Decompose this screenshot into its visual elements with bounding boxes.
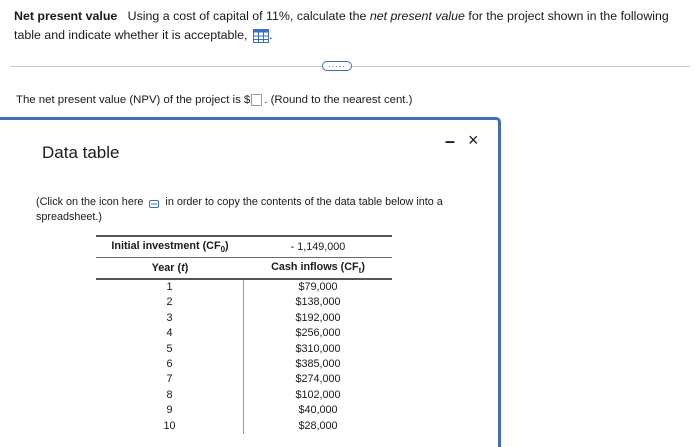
npv-answer-input[interactable] — [251, 94, 262, 106]
cash-inflow-cell: $385,000 — [295, 357, 341, 370]
question-italic: net present value — [369, 9, 465, 23]
question-end: . — [268, 28, 273, 42]
question-label: Net present value — [14, 9, 118, 23]
answer-line — [16, 94, 412, 106]
table-row — [96, 342, 392, 357]
year-cell: 9 — [96, 403, 244, 418]
year-cell: 8 — [96, 388, 244, 403]
table-header-row — [96, 258, 392, 278]
year-cell: 7 — [96, 372, 244, 387]
cash-inflow-cell: $28,000 — [298, 419, 338, 432]
year-cell: 1 — [96, 280, 244, 295]
minimize-button[interactable]: – — [445, 131, 456, 151]
question-part1: Using a cost of capital of 11%, calculate the — [127, 9, 367, 23]
data-table — [96, 235, 392, 434]
cash-inflow-cell: $256,000 — [295, 327, 341, 340]
year-cell: 3 — [96, 311, 244, 326]
table-row — [96, 372, 392, 387]
initial-investment-row — [96, 237, 392, 257]
expand-button[interactable] — [322, 61, 352, 71]
question-part2: for the project shown in the following table and indicate whether it is acceptable, — [14, 9, 669, 42]
expand-button-label: ..... — [328, 59, 346, 69]
table-body — [96, 280, 392, 434]
cash-inflow-cell: $274,000 — [295, 373, 341, 386]
table-row — [96, 403, 392, 418]
table-row — [96, 388, 392, 403]
cash-inflow-cell: $40,000 — [298, 404, 338, 417]
instruction-part2: in order to copy the contents of the data table below into a spreadsheet.) — [36, 196, 443, 223]
year-header: Year (t) — [151, 262, 189, 274]
table-row — [96, 419, 392, 434]
data-table-icon[interactable] — [253, 29, 269, 43]
popup-title: Data table — [42, 143, 120, 162]
copy-icon[interactable] — [149, 198, 159, 206]
year-cell: 6 — [96, 357, 244, 372]
year-cell: 4 — [96, 326, 244, 341]
cash-inflows-header: Cash inflows $(CF_t)$ — [271, 260, 365, 276]
answer-suffix: . (Round to the nearest cent.) — [264, 94, 413, 107]
initial-investment-label: Initial investment $(CF_0)$ — [111, 239, 229, 255]
table-row — [96, 357, 392, 372]
table-row — [96, 326, 392, 341]
table-row — [96, 311, 392, 326]
copy-instruction — [36, 195, 466, 225]
cash-inflow-cell: $138,000 — [295, 296, 341, 309]
initial-investment-value: - 1,149,000 — [290, 241, 346, 253]
instruction-part1: (Click on the icon here — [36, 196, 144, 208]
table-row — [96, 280, 392, 295]
cash-inflow-cell: $79,000 — [298, 281, 338, 293]
close-button[interactable]: × — [468, 130, 479, 150]
cash-inflow-cell: $102,000 — [295, 388, 341, 401]
year-cell: 10 — [96, 419, 244, 434]
table-row — [96, 295, 392, 310]
cash-inflow-cell: $192,000 — [295, 311, 341, 324]
year-cell: 5 — [96, 342, 244, 357]
year-cell: 2 — [96, 295, 244, 310]
answer-prefix: The net present value (NPV) of the project is $ — [16, 94, 251, 107]
question-text — [14, 7, 690, 45]
cash-inflow-cell: $310,000 — [295, 342, 341, 355]
